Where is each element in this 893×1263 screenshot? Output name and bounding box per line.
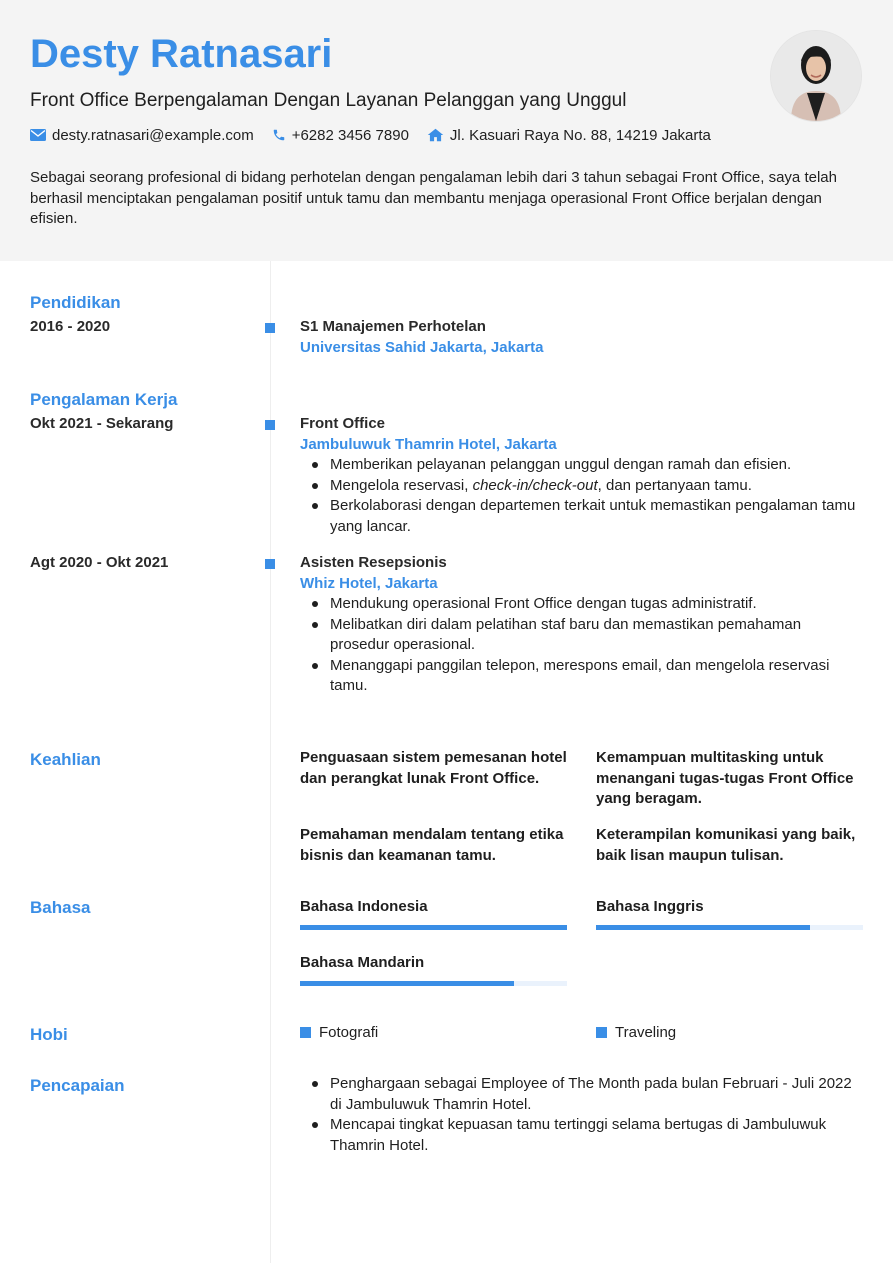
language-level-track bbox=[596, 925, 863, 930]
contact-address bbox=[427, 127, 711, 144]
language-level-fill bbox=[300, 981, 514, 986]
hobby-label: Fotografi bbox=[319, 1024, 379, 1041]
home-icon bbox=[427, 128, 444, 142]
section-title-achievements: Pencapaian bbox=[30, 1076, 125, 1095]
square-bullet-icon bbox=[596, 1027, 607, 1038]
skill-item: Keterampilan komunikasi yang baik, baik lisan maupun tulisan. bbox=[596, 826, 856, 864]
experience-date-2: Agt 2020 - Okt 2021 bbox=[30, 554, 169, 571]
language-item bbox=[596, 897, 863, 930]
timeline-marker bbox=[265, 559, 275, 569]
bullet-emphasis: check-in/check-out bbox=[472, 476, 598, 494]
list-item: Memberikan pelayanan pelanggan unggul dengan ramah dan efisien. bbox=[300, 455, 860, 476]
profile-summary: Sebagai seorang profesional di bidang perhotelan dengan pengalaman lebih dari 3 tahun sebagai Front Office, saya telah berhasil menciptakan pengalaman positif untuk tamu dan membantu menjaga operasional Front Office berjalan dengan efisien. bbox=[30, 169, 837, 227]
section-title-skills: Keahlian bbox=[30, 750, 101, 769]
candidate-name: Desty Ratnasari bbox=[30, 32, 333, 76]
hobby-item bbox=[596, 1024, 676, 1041]
achievements-entry bbox=[300, 1074, 860, 1156]
profile-photo bbox=[770, 30, 862, 122]
language-level-fill bbox=[300, 925, 567, 930]
language-name: Bahasa Indonesia bbox=[300, 898, 428, 915]
bullet-text: , dan pertanyaan tamu. bbox=[597, 476, 752, 494]
skill-item: Penguasaan sistem pemesanan hotel dan perangkat lunak Front Office. bbox=[300, 749, 567, 787]
education-school: Universitas Sahid Jakarta, Jakarta bbox=[300, 338, 544, 356]
portrait-image bbox=[771, 31, 861, 121]
square-bullet-icon bbox=[300, 1027, 311, 1038]
contact-email[interactable] bbox=[30, 127, 254, 144]
language-item bbox=[300, 897, 567, 930]
phone-icon bbox=[272, 128, 286, 142]
experience-date-1: Okt 2021 - Sekarang bbox=[30, 415, 174, 432]
achievements-list bbox=[300, 1074, 860, 1156]
list-item: Menanggapi panggilan telepon, merespons email, dan mengelola reservasi tamu. bbox=[300, 656, 860, 697]
contact-bar bbox=[30, 124, 729, 146]
section-title-hobbies: Hobi bbox=[30, 1025, 68, 1044]
experience-role: Asisten Resepsionis bbox=[300, 554, 447, 571]
education-entry bbox=[300, 317, 860, 358]
list-item: Mendukung operasional Front Office dengan tugas administratif. bbox=[300, 594, 860, 615]
timeline-marker bbox=[265, 420, 275, 430]
hobby-label: Traveling bbox=[615, 1024, 677, 1041]
section-title-education: Pendidikan bbox=[30, 293, 121, 312]
education-date: 2016 - 2020 bbox=[30, 318, 111, 335]
list-item: Berkolaborasi dengan departemen terkait untuk memastikan pengalaman tamu yang lancar. bbox=[300, 496, 860, 537]
language-name: Bahasa Mandarin bbox=[300, 954, 425, 971]
experience-company: Jambuluwuk Thamrin Hotel, Jakarta bbox=[300, 435, 557, 453]
envelope-icon bbox=[30, 129, 46, 141]
experience-bullets bbox=[300, 455, 860, 537]
education-degree: S1 Manajemen Perhotelan bbox=[300, 318, 486, 335]
timeline-marker bbox=[265, 323, 275, 333]
language-level-track bbox=[300, 925, 567, 930]
experience-company: Whiz Hotel, Jakarta bbox=[300, 574, 438, 592]
list-item: Melibatkan diri dalam pelatihan staf baru dan memastikan pemahaman prosedur operasional. bbox=[300, 615, 860, 656]
list-item bbox=[300, 476, 860, 497]
hobby-item bbox=[300, 1024, 378, 1041]
section-title-languages: Bahasa bbox=[30, 898, 91, 917]
email-text: desty.ratnasari@example.com bbox=[52, 126, 254, 144]
skill-item: Pemahaman mendalam tentang etika bisnis dan keamanan tamu. bbox=[300, 826, 564, 864]
experience-bullets bbox=[300, 594, 860, 697]
section-title-experience: Pengalaman Kerja bbox=[30, 390, 178, 409]
phone-text: +6282 3456 7890 bbox=[291, 126, 409, 144]
contact-phone[interactable] bbox=[272, 127, 409, 144]
list-item: Penghargaan sebagai Employee of The Month pada bulan Februari - Juli 2022 di Jambuluwuk Thamrin Hotel. bbox=[300, 1074, 860, 1115]
language-item bbox=[300, 953, 567, 986]
headline: Front Office Berpengalaman Dengan Layanan Pelanggan yang Unggul bbox=[30, 90, 627, 111]
language-level-fill bbox=[596, 925, 810, 930]
list-item: Mencapai tingkat kepuasan tamu tertinggi selama bertugas di Jambuluwuk Thamrin Hotel. bbox=[300, 1115, 860, 1156]
address-text: Jl. Kasuari Raya No. 88, 14219 Jakarta bbox=[449, 126, 711, 144]
experience-entry-1 bbox=[300, 414, 860, 537]
skill-item: Kemampuan multitasking untuk menangani tugas-tugas Front Office yang beragam. bbox=[596, 749, 854, 807]
column-divider bbox=[270, 261, 271, 1263]
experience-entry-2 bbox=[300, 553, 860, 697]
language-level-track bbox=[300, 981, 567, 986]
bullet-text: Mengelola reservasi, bbox=[330, 476, 473, 494]
language-name: Bahasa Inggris bbox=[596, 898, 704, 915]
experience-role: Front Office bbox=[300, 415, 385, 432]
resume-header bbox=[0, 0, 893, 261]
